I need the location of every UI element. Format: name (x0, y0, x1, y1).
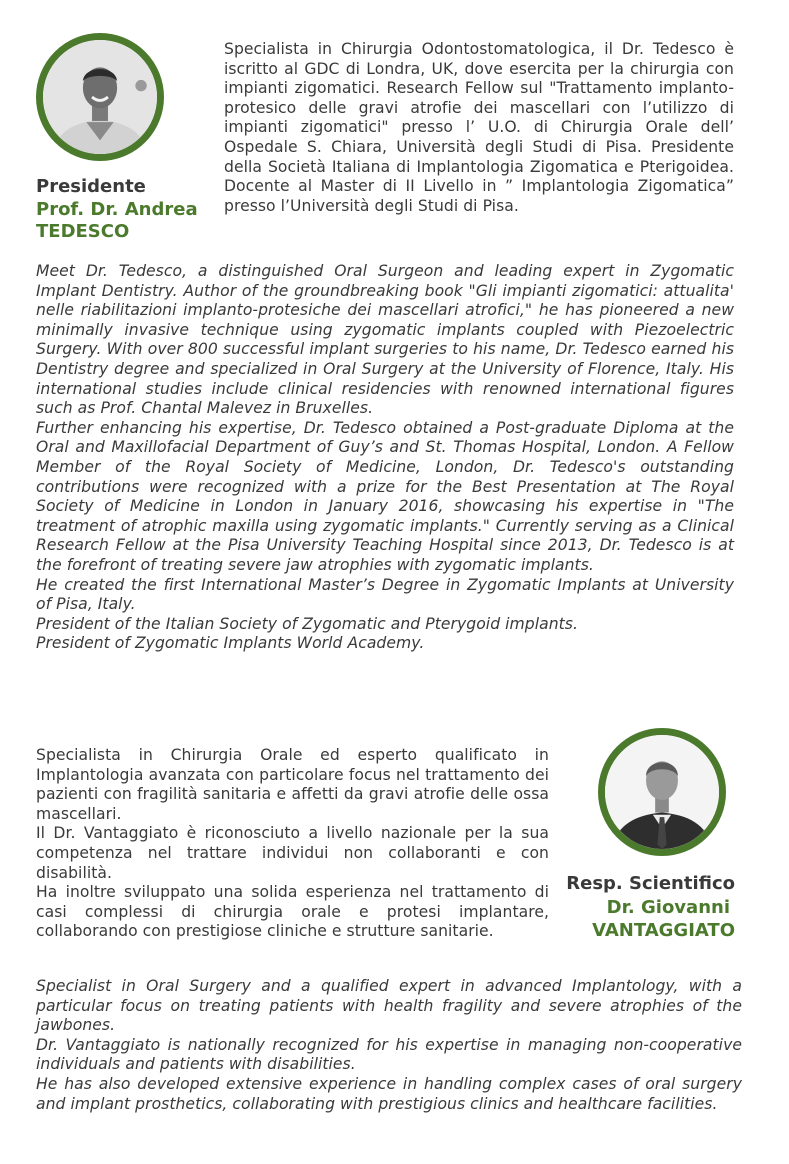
portrait-image (605, 735, 719, 849)
bio-paragraph: He has also developed extensive experience in handling complex cases of oral surgery and implant prosthetics, collaborating with prestigious clinics and healthcare facilities. (36, 1074, 742, 1113)
president-name-line1: Prof. Dr. Andrea (36, 199, 198, 220)
scientific-role: Resp. Scientifico (566, 873, 735, 894)
bio-paragraph: Specialista in Chirurgia Odontostomatologica, il Dr. Tedesco è iscritto al GDC di Londra, UK, dove esercita per la chirurgia con impianti zigomatici. Research Fellow sul "Trattamento implanto-protesico delle gravi atrofie dei mascellari con l’utilizzo di impianti zigomatici" presso l’ U.O. di Chirurgia Orale dell’ Ospedale S. Chiara, Università degli Studi di Pisa. Presidente della Società Italiana di Implantologia Zigomatica e Pterigoidea. Docente al Master di II Livello in ” Implantologia Zigomatica” presso l’Università degli Studi di Pisa. (224, 40, 734, 215)
scientific-bio-italian (36, 746, 549, 942)
president-role: Presidente (36, 176, 146, 197)
bio-paragraph: Ha inoltre sviluppato una solida esperienza nel trattamento di casi complessi di chirurgia orale e protesi implantare, collaborando con prestigiose cliniche e strutture sanitarie. (36, 883, 549, 941)
bio-paragraph: President of Zygomatic Implants World Academy. (36, 634, 425, 653)
bio-paragraph: Dr. Vantaggiato is nationally recognized for his expertise in managing non-cooperative individuals and patients with disabilities. (36, 1035, 742, 1074)
bio-paragraph: Specialist in Oral Surgery and a qualified expert in advanced Implantology, with a particular focus on treating patients with health fragility and severe atrophies of the jawbones. (36, 977, 742, 1035)
bio-paragraph: Further enhancing his expertise, Dr. Tedesco obtained a Post-graduate Diploma at the Oral and Maxillofacial Department of Guy’s and St. Thomas Hospital, London. A Fellow Member of the Royal Society of Medicine, London, Dr. Tedesco's outstanding contributions were recognized with a prize for the Best Presentation at The Royal Society of Medicine in London in January 2016, showcasing his expertise in "The treatment of atrophic maxilla using zygomatic implants." Currently serving as a Clinical Research Fellow at the Pisa University Teaching Hospital since 2013, Dr. Tedesco is at the forefront of treating severe jaw atrophies with zygomatic implants. (36, 418, 734, 574)
bio-paragraph: Meet Dr. Tedesco, a distinguished Oral Surgeon and leading expert in Zygomatic Implant Dentistry. Author of the groundbreaking book "Gli impianti zigomatici: attualita' nelle riabilitazioni implanto-protesiche dei mascellari atrofici," he has pioneered a new minimally invasive technique using zygomatic implants coupled with Piezoelectric Surgery. With over 800 successful implant surgeries to his name, Dr. Tedesco earned his Dentistry degree and specialized in Oral Surgery at the University of Florence, Italy. His international studies include clinical residencies with renowned international figures such as Prof. Chantal Malevez in Bruxelles. (36, 262, 734, 418)
scientific-bio-english (36, 977, 742, 1114)
president-bio-italian (224, 40, 734, 216)
bio-paragraph: President of the Italian Society of Zygomatic and Pterygoid implants. (36, 614, 578, 633)
president-bio-english (36, 262, 734, 654)
president-name-line2: TEDESCO (36, 221, 130, 242)
scientific-name-line1: Dr. Giovanni (606, 897, 730, 918)
portrait-image (43, 40, 157, 154)
bio-paragraph: Il Dr. Vantaggiato è riconosciuto a livello nazionale per la sua competenza nel trattare individui non collaboranti e con disabilità. (36, 824, 549, 882)
president-photo (36, 33, 164, 161)
scientific-name-line2: VANTAGGIATO (592, 920, 735, 941)
scientific-photo (598, 728, 726, 856)
bio-paragraph: Specialista in Chirurgia Orale ed esperto qualificato in Implantologia avanzata con particolare focus nel trattamento dei pazienti con fragilità sanitaria e affetti da gravi atrofie delle ossa mascellari. (36, 746, 549, 823)
bio-paragraph: He created the first International Master’s Degree in Zygomatic Implants at University of Pisa, Italy. (36, 575, 734, 614)
